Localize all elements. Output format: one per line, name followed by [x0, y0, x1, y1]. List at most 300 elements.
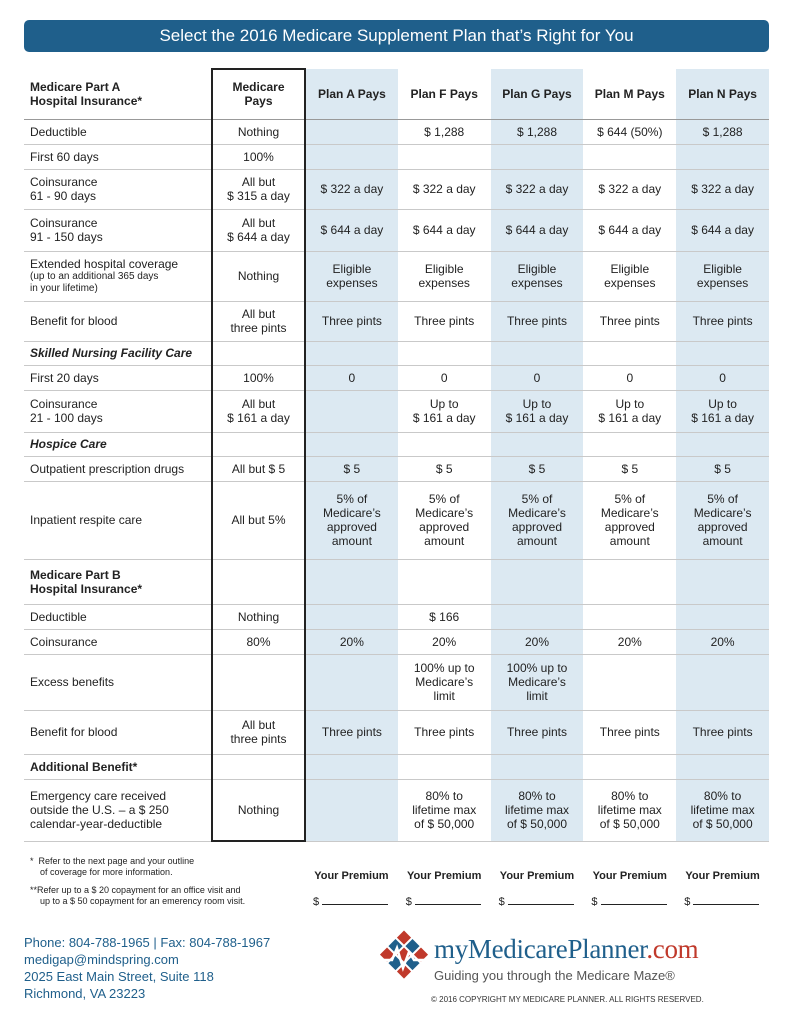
- row-label-line: Excess benefits: [30, 675, 115, 689]
- row-label-line: Coinsurance: [30, 216, 98, 230]
- plan-cell-0: [305, 390, 398, 432]
- plan-cell-line: 5% of: [521, 492, 553, 506]
- plan-cell-line: limit: [433, 689, 455, 703]
- table-row: [24, 169, 769, 209]
- plan-cell-line: 100% up to: [413, 661, 475, 675]
- plan-cell-line: lifetime max: [412, 803, 477, 817]
- premium-blank-line[interactable]: [322, 904, 388, 905]
- plan-cell-2: [491, 365, 584, 390]
- footnote: [30, 856, 300, 878]
- plan-cell-line: 5% of: [707, 492, 738, 506]
- plan-cell-line: $ 1,288: [702, 124, 743, 139]
- header-medicare-line: Medicare: [232, 80, 285, 95]
- plan-cell-1: [398, 251, 491, 301]
- medicare-pays-line: Nothing: [237, 802, 280, 817]
- section-heading: [24, 559, 212, 604]
- plan-cell-1: [398, 456, 491, 481]
- plan-cell-line: Three pints: [506, 725, 567, 739]
- header-medicare-pays: [212, 69, 305, 119]
- row-label-note: in your lifetime): [30, 283, 98, 294]
- plan-cell-line: 20%: [710, 634, 735, 649]
- plan-cell-line: 0: [533, 370, 541, 385]
- plan-cell-2: [491, 654, 584, 710]
- currency-symbol: $: [498, 896, 505, 908]
- premium-column: [676, 870, 769, 908]
- row-label: [24, 251, 212, 301]
- row-label-line: Extended hospital coverage: [30, 257, 179, 271]
- premium-label: Your Premium: [314, 870, 389, 882]
- plan-cell-line: approved: [697, 520, 748, 534]
- plan-cell-4: [676, 365, 769, 390]
- plan-cell-line: expenses: [696, 276, 749, 290]
- plan-cell-3: [583, 365, 676, 390]
- table-row: [24, 119, 769, 144]
- plan-cell-1: [398, 481, 491, 559]
- medicare-pays-cell: [212, 119, 305, 144]
- footnote-line: **Refer up to a $ 20 copayment for an office visit and: [30, 885, 241, 895]
- plan-cell-1: [398, 390, 491, 432]
- header-plan-0: Plan A Pays: [305, 69, 398, 119]
- medicare-pays-line: All but: [241, 307, 276, 321]
- section-row: [24, 341, 769, 365]
- plan-cell-1: [398, 365, 491, 390]
- premium-input-field[interactable]: [491, 896, 584, 908]
- premium-label: Your Premium: [499, 870, 575, 882]
- plan-cell-2: [491, 754, 584, 779]
- plan-cell-2: [491, 456, 584, 481]
- plan-cell-line: Medicare’s: [322, 506, 381, 520]
- medicare-pays-cell: [212, 754, 305, 779]
- row-label-line: Benefit for blood: [30, 314, 118, 328]
- row-label: [24, 390, 212, 432]
- plan-cell-3: [583, 779, 676, 841]
- plan-cell-3: [583, 481, 676, 559]
- plan-cell-3: [583, 629, 676, 654]
- plan-cell-line: $ 644 a day: [320, 223, 384, 237]
- plan-cell-line: Three pints: [599, 314, 660, 328]
- plan-cell-line: $ 5: [714, 461, 731, 476]
- plan-cell-4: [676, 754, 769, 779]
- plan-cell-line: 5% of: [336, 492, 368, 506]
- medicare-pays-line: All but: [241, 175, 276, 189]
- table-row: [24, 251, 769, 301]
- plan-cell-line: Medicare’s: [508, 506, 566, 520]
- medicare-pays-line: All but: [241, 718, 276, 732]
- plan-cell-1: [398, 169, 491, 209]
- plan-cell-1: [398, 301, 491, 341]
- plan-cell-line: lifetime max: [690, 803, 755, 817]
- page-title-banner: Select the 2016 Medicare Supplement Plan that’s Right for You: [24, 20, 769, 52]
- premium-label: Your Premium: [592, 870, 667, 882]
- row-label-line: Skilled Nursing Facility Care: [30, 346, 193, 360]
- plan-cell-line: 100% up to: [506, 661, 568, 675]
- medicare-pays-cell: [212, 481, 305, 559]
- medicare-pays-line: 80%: [246, 634, 271, 649]
- medicare-pays-cell: [212, 390, 305, 432]
- footnote-line: * Refer to the next page and your outline: [30, 856, 195, 866]
- plan-cell-line: $ 161 a day: [412, 411, 476, 425]
- medicare-pays-cell: [212, 432, 305, 456]
- footnote-line: up to a $ 50 copayment for an emerency room visit.: [30, 896, 246, 906]
- row-label: [24, 144, 212, 169]
- plan-cell-line: $ 5: [528, 461, 546, 476]
- plan-cell-line: Three pints: [599, 725, 660, 739]
- plan-cell-2: [491, 119, 584, 144]
- plan-cell-line: Three pints: [321, 314, 382, 328]
- plan-cell-line: Medicare’s: [600, 506, 659, 520]
- premium-blank-line[interactable]: [601, 904, 667, 905]
- plan-cell-line: Three pints: [506, 314, 567, 328]
- medicare-pays-cell: [212, 251, 305, 301]
- row-label: [24, 169, 212, 209]
- section-row: [24, 432, 769, 456]
- plan-cell-line: Three pints: [414, 725, 475, 739]
- plan-cell-line: Three pints: [414, 314, 475, 328]
- plan-cell-3: [583, 301, 676, 341]
- plan-cell-line: Three pints: [321, 725, 382, 739]
- header-label-line: Hospital Insurance*: [30, 93, 143, 108]
- plan-cell-line: amount: [424, 534, 465, 548]
- header-plan-4: Plan N Pays: [676, 69, 769, 119]
- plan-cell-1: [398, 754, 491, 779]
- plan-cell-line: expenses: [604, 276, 656, 290]
- plan-cell-3: [583, 251, 676, 301]
- plan-cell-line: 5% of: [428, 492, 460, 506]
- plan-cell-0: [305, 754, 398, 779]
- plan-cell-line: amount: [609, 534, 650, 548]
- plan-cell-line: 0: [719, 370, 726, 385]
- row-label-line: Coinsurance: [30, 634, 98, 649]
- premium-column: [583, 870, 676, 908]
- medicare-pays-cell: [212, 341, 305, 365]
- plan-cell-0: [305, 169, 398, 209]
- plan-cell-2: [491, 169, 584, 209]
- plan-cell-2: [491, 432, 584, 456]
- premium-input-field[interactable]: [676, 896, 769, 908]
- plan-cell-line: $ 644 a day: [505, 223, 569, 237]
- plan-cell-3: [583, 341, 676, 365]
- plan-cell-2: [491, 710, 584, 754]
- header-plan-1: Plan F Pays: [398, 69, 491, 119]
- footnote: [30, 885, 300, 907]
- plan-cell-1: [398, 604, 491, 629]
- table-row: [24, 604, 769, 629]
- medicare-pays-line: All but 5%: [231, 513, 286, 527]
- premium-input-field[interactable]: [583, 896, 676, 908]
- plan-cell-3: [583, 432, 676, 456]
- row-label: [24, 629, 212, 654]
- plan-cell-line: of $ 50,000: [692, 817, 753, 831]
- medicare-pays-line: 100%: [243, 370, 274, 385]
- plan-cell-line: approved: [604, 520, 655, 534]
- row-label-line: Benefit for blood: [30, 725, 118, 739]
- medicare-pays-cell: [212, 365, 305, 390]
- plan-cell-0: [305, 144, 398, 169]
- row-label-line: Inpatient respite care: [30, 513, 143, 527]
- premium-blank-line[interactable]: [415, 904, 481, 905]
- medicare-pays-line: three pints: [230, 321, 287, 335]
- premium-blank-line[interactable]: [693, 904, 759, 905]
- medicare-pays-line: $ 161 a day: [227, 411, 290, 425]
- plan-cell-3: [583, 119, 676, 144]
- plan-cell-line: Medicare’s: [415, 675, 474, 689]
- table-row: [24, 456, 769, 481]
- plan-cell-0: [305, 209, 398, 251]
- plan-cell-line: expenses: [511, 276, 563, 290]
- plan-cell-1: [398, 341, 491, 365]
- logo-tagline: Guiding you through the Medicare Maze®: [434, 968, 675, 983]
- premium-input-field[interactable]: [305, 896, 398, 908]
- brand-logo: [378, 930, 748, 990]
- header-part-a-label: [24, 69, 212, 119]
- plan-cell-4: [676, 209, 769, 251]
- plan-cell-line: approved: [419, 520, 470, 534]
- plan-cell-0: [305, 301, 398, 341]
- currency-symbol: $: [591, 896, 598, 908]
- row-label-line: Deductible: [30, 609, 87, 624]
- plan-cell-2: [491, 604, 584, 629]
- medicare-pays-line: All but $ 5: [231, 461, 286, 476]
- plan-cell-2: [491, 481, 584, 559]
- row-label-line: Hospice Care: [30, 437, 107, 451]
- logo-mark-icon: [378, 930, 430, 982]
- plan-cell-line: of $ 50,000: [599, 817, 660, 831]
- plan-cell-line: $ 161 a day: [598, 411, 662, 425]
- table-row: [24, 481, 769, 559]
- plan-cell-3: [583, 169, 676, 209]
- premium-row: [305, 870, 769, 908]
- plan-cell-line: Medicare’s: [508, 675, 566, 689]
- row-label-line: First 60 days: [30, 149, 99, 164]
- plan-cell-3: [583, 390, 676, 432]
- plan-cell-2: [491, 390, 584, 432]
- plan-cell-0: [305, 341, 398, 365]
- header-plan-3: Plan M Pays: [583, 69, 676, 119]
- plan-cell-4: [676, 629, 769, 654]
- plan-cell-line: $ 644 a day: [598, 223, 662, 237]
- plan-cell-line: amount: [516, 534, 557, 548]
- plan-cell-line: 20%: [524, 634, 549, 649]
- plan-cell-2: [491, 251, 584, 301]
- plan-cell-4: [676, 654, 769, 710]
- plan-cell-line: limit: [526, 689, 548, 703]
- row-label: [24, 481, 212, 559]
- section-heading: [24, 754, 212, 779]
- plan-cell-4: [676, 301, 769, 341]
- plan-cell-4: [676, 604, 769, 629]
- table-row: [24, 779, 769, 841]
- row-label-line: 91 - 150 days: [30, 230, 103, 244]
- medicare-pays-line: All but: [241, 216, 276, 230]
- plan-cell-line: Up to: [708, 397, 737, 411]
- plan-cell-line: of $ 50,000: [506, 817, 568, 831]
- row-label: [24, 779, 212, 841]
- contact-address-line1: 2025 East Main Street, Suite 118: [24, 969, 214, 984]
- plan-cell-line: $ 166: [429, 609, 460, 624]
- row-label-line: 21 - 100 days: [30, 411, 103, 425]
- plan-cell-0: [305, 710, 398, 754]
- plan-cell-line: Three pints: [692, 725, 753, 739]
- row-label-line: calendar-year-deductible: [30, 817, 163, 831]
- table-row: [24, 390, 769, 432]
- currency-symbol: $: [684, 896, 691, 908]
- plan-cell-1: [398, 432, 491, 456]
- plan-cell-1: [398, 629, 491, 654]
- plan-cell-line: $ 5: [343, 461, 361, 476]
- plan-cell-0: [305, 251, 398, 301]
- plan-cell-4: [676, 390, 769, 432]
- plan-cell-1: [398, 654, 491, 710]
- plan-cell-4: [676, 559, 769, 604]
- plan-cell-4: [676, 779, 769, 841]
- row-label: [24, 456, 212, 481]
- plan-cell-3: [583, 456, 676, 481]
- medicare-pays-line: Nothing: [237, 124, 280, 139]
- plan-cell-3: [583, 209, 676, 251]
- plan-cell-2: [491, 629, 584, 654]
- medicare-pays-line: $ 644 a day: [227, 230, 290, 244]
- plan-cell-line: approved: [511, 520, 563, 534]
- table-row: [24, 144, 769, 169]
- plan-cell-4: [676, 710, 769, 754]
- plan-cell-4: [676, 119, 769, 144]
- medicare-pays-line: $ 315 a day: [227, 189, 290, 203]
- copyright-notice: © 2016 COPYRIGHT MY MEDICARE PLANNER. ALL RIGHTS RESERVED.: [431, 995, 704, 1004]
- table-row: [24, 365, 769, 390]
- row-label-line: outside the U.S. – a $ 250: [30, 803, 169, 817]
- plan-cell-2: [491, 779, 584, 841]
- medicare-pays-line: Nothing: [237, 269, 280, 283]
- plan-cell-line: 80% to: [518, 789, 556, 803]
- section-row: [24, 754, 769, 779]
- plan-cell-line: 0: [348, 370, 356, 385]
- row-label-line: Hospital Insurance*: [30, 581, 143, 596]
- plan-cell-line: approved: [326, 520, 377, 534]
- plan-cell-line: 80% to: [611, 789, 649, 803]
- plan-cell-2: [491, 144, 584, 169]
- header-plan-2: Plan G Pays: [491, 69, 584, 119]
- plan-cell-line: Eligible: [424, 262, 464, 276]
- plan-cell-1: [398, 710, 491, 754]
- plan-cell-0: [305, 481, 398, 559]
- medicare-pays-cell: [212, 629, 305, 654]
- row-label-line: First 20 days: [30, 370, 99, 385]
- plan-cell-0: [305, 432, 398, 456]
- table-row: [24, 301, 769, 341]
- row-label: [24, 710, 212, 754]
- plan-cell-line: $ 644 (50%): [597, 124, 663, 139]
- table-row: [24, 654, 769, 710]
- medicare-pays-cell: [212, 604, 305, 629]
- plan-cell-line: $ 644 a day: [691, 223, 754, 237]
- row-label-note: (up to an additional 365 days: [30, 271, 159, 282]
- plan-cell-line: $ 161 a day: [505, 411, 569, 425]
- table-row: [24, 629, 769, 654]
- plan-cell-line: $ 322 a day: [505, 182, 569, 196]
- plan-cell-1: [398, 559, 491, 604]
- plan-cell-0: [305, 604, 398, 629]
- plan-cell-line: $ 322 a day: [691, 182, 754, 196]
- plan-cell-line: 5% of: [614, 492, 646, 506]
- table-header-row: [24, 69, 769, 119]
- medicare-pays-cell: [212, 710, 305, 754]
- plan-cell-4: [676, 341, 769, 365]
- plan-cell-line: 0: [440, 370, 448, 385]
- plan-cell-0: [305, 456, 398, 481]
- plan-cell-1: [398, 779, 491, 841]
- plan-cell-line: $ 322 a day: [598, 182, 662, 196]
- contact-email[interactable]: medigap@mindspring.com: [24, 952, 179, 967]
- premium-blank-line[interactable]: [508, 904, 574, 905]
- plan-cell-line: Medicare’s: [693, 506, 752, 520]
- premium-label: Your Premium: [407, 870, 482, 882]
- plan-cell-4: [676, 144, 769, 169]
- plan-cell-4: [676, 432, 769, 456]
- plan-cell-4: [676, 251, 769, 301]
- plan-cell-1: [398, 209, 491, 251]
- plan-cell-line: Three pints: [692, 314, 753, 328]
- row-label: [24, 365, 212, 390]
- section-heading: [24, 432, 212, 456]
- logo-wordmark: myMedicarePlanner.com: [434, 934, 699, 964]
- plan-cell-0: [305, 119, 398, 144]
- section-row: [24, 559, 769, 604]
- plan-cell-line: $ 1,288: [424, 124, 465, 139]
- plan-cell-3: [583, 754, 676, 779]
- plan-cell-1: [398, 144, 491, 169]
- premium-label: Your Premium: [685, 870, 760, 882]
- plan-cell-2: [491, 209, 584, 251]
- header-label-line: Medicare Part A: [30, 79, 121, 94]
- plan-cell-0: [305, 559, 398, 604]
- plan-cell-line: of $ 50,000: [414, 817, 475, 831]
- plan-cell-line: Up to: [615, 397, 645, 411]
- plan-cell-3: [583, 604, 676, 629]
- plan-cell-line: 0: [626, 370, 634, 385]
- row-label-line: 61 - 90 days: [30, 189, 97, 203]
- plan-cell-line: $ 161 a day: [691, 411, 754, 425]
- plan-cell-3: [583, 654, 676, 710]
- plan-cell-line: 80% to: [703, 789, 742, 803]
- contact-info: [24, 934, 270, 1002]
- medicare-pays-line: Nothing: [237, 609, 280, 624]
- plan-cell-line: $ 322 a day: [412, 182, 476, 196]
- plan-cell-3: [583, 559, 676, 604]
- plan-cell-line: $ 644 a day: [412, 223, 476, 237]
- plan-cell-1: [398, 119, 491, 144]
- medicare-pays-line: All but: [241, 397, 276, 411]
- currency-symbol: $: [405, 896, 412, 908]
- contact-phone: Phone: 804-788-1965 | Fax: 804-788-1967: [24, 935, 271, 950]
- plan-cell-line: Up to: [522, 397, 552, 411]
- plan-comparison-table: [24, 68, 769, 842]
- premium-input-field[interactable]: [398, 896, 491, 908]
- section-heading: [24, 341, 212, 365]
- plan-cell-line: Eligible: [517, 262, 557, 276]
- medicare-pays-cell: [212, 779, 305, 841]
- row-label-line: Emergency care received: [30, 789, 167, 803]
- plan-cell-2: [491, 559, 584, 604]
- footnote-line: of coverage for more information.: [30, 867, 173, 877]
- plan-cell-line: 20%: [617, 634, 642, 649]
- row-label: [24, 604, 212, 629]
- plan-cell-line: $ 5: [435, 461, 453, 476]
- medicare-pays-cell: [212, 559, 305, 604]
- plan-cell-line: 20%: [432, 634, 457, 649]
- table-row: [24, 710, 769, 754]
- plan-cell-0: [305, 779, 398, 841]
- plan-cell-line: expenses: [326, 276, 378, 290]
